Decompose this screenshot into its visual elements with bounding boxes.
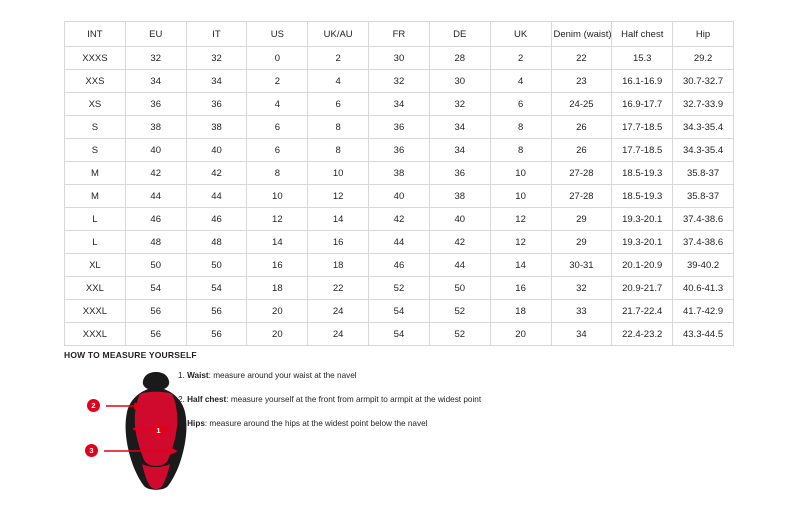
marker-1: 1 xyxy=(152,424,165,437)
table-cell: 30 xyxy=(369,47,430,70)
column-header: IT xyxy=(186,22,247,47)
table-cell: 18 xyxy=(308,254,369,277)
table-cell: 18.5-19.3 xyxy=(612,185,673,208)
table-cell: 6 xyxy=(247,116,308,139)
table-cell: 46 xyxy=(186,208,247,231)
table-cell: 42 xyxy=(429,231,490,254)
table-cell: 56 xyxy=(125,323,186,346)
table-cell: 19.3-20.1 xyxy=(612,231,673,254)
table-cell: 52 xyxy=(369,277,430,300)
table-cell: 10 xyxy=(247,185,308,208)
table-cell: 21.7-22.4 xyxy=(612,300,673,323)
table-cell: 4 xyxy=(490,70,551,93)
table-cell: 36 xyxy=(429,162,490,185)
table-cell: 36 xyxy=(369,139,430,162)
table-cell: 10 xyxy=(490,185,551,208)
table-row xyxy=(65,231,734,254)
table-cell: 32 xyxy=(429,93,490,116)
table-cell: 43.3-44.5 xyxy=(673,323,734,346)
column-header: INT xyxy=(65,22,126,47)
table-cell: 6 xyxy=(247,139,308,162)
table-cell: 38 xyxy=(186,116,247,139)
table-cell: 56 xyxy=(186,300,247,323)
table-cell: 23 xyxy=(551,70,612,93)
table-cell: 12 xyxy=(490,231,551,254)
table-cell: 6 xyxy=(490,93,551,116)
table-body xyxy=(65,47,734,346)
table-cell: 44 xyxy=(125,185,186,208)
table-cell: 46 xyxy=(369,254,430,277)
table-cell: 42 xyxy=(125,162,186,185)
table-cell: 41.7-42.9 xyxy=(673,300,734,323)
table-cell: 34 xyxy=(186,70,247,93)
table-cell: 4 xyxy=(308,70,369,93)
table-cell: 20.1-20.9 xyxy=(612,254,673,277)
table-cell: 16 xyxy=(490,277,551,300)
size-table-container xyxy=(64,21,734,346)
size-label-cell: XXXL xyxy=(65,323,126,346)
table-row xyxy=(65,116,734,139)
table-row xyxy=(65,323,734,346)
table-row xyxy=(65,162,734,185)
table-cell: 28 xyxy=(429,47,490,70)
measure-step xyxy=(178,370,598,381)
size-label-cell: XXXS xyxy=(65,47,126,70)
table-row xyxy=(65,93,734,116)
table-cell: 52 xyxy=(429,300,490,323)
measure-steps-list xyxy=(178,370,598,442)
column-header: EU xyxy=(125,22,186,47)
table-cell: 56 xyxy=(186,323,247,346)
table-cell: 34.3-35.4 xyxy=(673,139,734,162)
table-cell: 36 xyxy=(125,93,186,116)
table-cell: 54 xyxy=(369,323,430,346)
size-label-cell: L xyxy=(65,208,126,231)
table-cell: 54 xyxy=(186,277,247,300)
column-header: US xyxy=(247,22,308,47)
column-header: Hip xyxy=(673,22,734,47)
table-cell: 2 xyxy=(490,47,551,70)
table-cell: 44 xyxy=(429,254,490,277)
table-cell: 0 xyxy=(247,47,308,70)
size-label-cell: XXL xyxy=(65,277,126,300)
size-label-cell: S xyxy=(65,139,126,162)
table-cell: 29.2 xyxy=(673,47,734,70)
table-cell: 36 xyxy=(186,93,247,116)
table-cell: 14 xyxy=(247,231,308,254)
table-cell: 48 xyxy=(186,231,247,254)
table-cell: 22.4-23.2 xyxy=(612,323,673,346)
table-cell: 37.4-38.6 xyxy=(673,208,734,231)
table-cell: 42 xyxy=(186,162,247,185)
table-cell: 52 xyxy=(429,323,490,346)
step-text: : measure around the hips at the widest point below the navel xyxy=(204,419,428,428)
step-number: 3. xyxy=(178,419,185,428)
table-cell: 24 xyxy=(308,323,369,346)
table-cell: 18 xyxy=(247,277,308,300)
measure-step xyxy=(178,418,598,429)
table-cell: 46 xyxy=(125,208,186,231)
column-header: DE xyxy=(429,22,490,47)
table-row xyxy=(65,300,734,323)
table-cell: 17.7-18.5 xyxy=(612,116,673,139)
table-cell: 50 xyxy=(186,254,247,277)
table-cell: 12 xyxy=(490,208,551,231)
step-text: : measure yourself at the front from armpit to armpit at the widest point xyxy=(226,395,482,404)
table-cell: 27-28 xyxy=(551,185,612,208)
table-cell: 50 xyxy=(429,277,490,300)
table-cell: 24-25 xyxy=(551,93,612,116)
table-cell: 54 xyxy=(125,277,186,300)
table-cell: 20 xyxy=(490,323,551,346)
step-term: Hips xyxy=(187,419,205,428)
table-cell: 36 xyxy=(369,116,430,139)
step-number: 2. xyxy=(178,395,185,404)
column-header: UK/AU xyxy=(308,22,369,47)
size-label-cell: XL xyxy=(65,254,126,277)
table-cell: 16 xyxy=(308,231,369,254)
table-cell: 20 xyxy=(247,323,308,346)
table-cell: 8 xyxy=(308,116,369,139)
table-cell: 29 xyxy=(551,208,612,231)
table-cell: 38 xyxy=(125,116,186,139)
table-row xyxy=(65,208,734,231)
size-label-cell: M xyxy=(65,185,126,208)
measure-step xyxy=(178,394,598,405)
table-cell: 34 xyxy=(429,116,490,139)
size-label-cell: XS xyxy=(65,93,126,116)
table-cell: 20.9-21.7 xyxy=(612,277,673,300)
table-cell: 27-28 xyxy=(551,162,612,185)
step-text: : measure around your waist at the navel xyxy=(208,371,357,380)
table-cell: 30-31 xyxy=(551,254,612,277)
table-cell: 37.4-38.6 xyxy=(673,231,734,254)
table-row xyxy=(65,47,734,70)
column-header: FR xyxy=(369,22,430,47)
table-row xyxy=(65,139,734,162)
table-cell: 48 xyxy=(125,231,186,254)
table-cell: 32 xyxy=(125,47,186,70)
table-cell: 2 xyxy=(308,47,369,70)
table-cell: 56 xyxy=(125,300,186,323)
table-cell: 30 xyxy=(429,70,490,93)
table-cell: 38 xyxy=(369,162,430,185)
table-cell: 18.5-19.3 xyxy=(612,162,673,185)
size-label-cell: XXS xyxy=(65,70,126,93)
table-cell: 34.3-35.4 xyxy=(673,116,734,139)
table-cell: 10 xyxy=(308,162,369,185)
table-cell: 40 xyxy=(125,139,186,162)
table-cell: 22 xyxy=(551,47,612,70)
table-cell: 38 xyxy=(429,185,490,208)
table-cell: 16.1-16.9 xyxy=(612,70,673,93)
table-cell: 34 xyxy=(125,70,186,93)
table-cell: 20 xyxy=(247,300,308,323)
table-cell: 24 xyxy=(308,300,369,323)
table-cell: 42 xyxy=(369,208,430,231)
table-cell: 10 xyxy=(490,162,551,185)
table-cell: 14 xyxy=(490,254,551,277)
step-term: Waist xyxy=(187,371,209,380)
table-row xyxy=(65,254,734,277)
table-cell: 22 xyxy=(308,277,369,300)
table-cell: 40.6-41.3 xyxy=(673,277,734,300)
table-cell: 54 xyxy=(369,300,430,323)
table-cell: 16.9-17.7 xyxy=(612,93,673,116)
table-cell: 16 xyxy=(247,254,308,277)
table-cell: 12 xyxy=(247,208,308,231)
size-conversion-table xyxy=(64,21,734,346)
table-cell: 8 xyxy=(308,139,369,162)
table-cell: 44 xyxy=(186,185,247,208)
table-cell: 34 xyxy=(551,323,612,346)
table-cell: 32 xyxy=(186,47,247,70)
marker-2: 2 xyxy=(87,399,100,412)
how-to-measure-title: HOW TO MEASURE YOURSELF xyxy=(64,350,197,360)
table-cell: 15.3 xyxy=(612,47,673,70)
table-cell: 39-40.2 xyxy=(673,254,734,277)
column-header: Denim (waist) xyxy=(551,22,612,47)
size-label-cell: XXXL xyxy=(65,300,126,323)
table-cell: 26 xyxy=(551,116,612,139)
table-cell: 8 xyxy=(247,162,308,185)
size-label-cell: S xyxy=(65,116,126,139)
table-cell: 34 xyxy=(429,139,490,162)
table-cell: 33 xyxy=(551,300,612,323)
column-header: Half chest xyxy=(612,22,673,47)
table-cell: 30.7-32.7 xyxy=(673,70,734,93)
table-cell: 40 xyxy=(429,208,490,231)
table-cell: 32 xyxy=(369,70,430,93)
table-cell: 17.7-18.5 xyxy=(612,139,673,162)
size-label-cell: L xyxy=(65,231,126,254)
table-cell: 40 xyxy=(369,185,430,208)
table-cell: 8 xyxy=(490,116,551,139)
step-number: 1. xyxy=(178,371,185,380)
table-cell: 32 xyxy=(551,277,612,300)
table-cell: 35.8-37 xyxy=(673,185,734,208)
size-label-cell: M xyxy=(65,162,126,185)
table-header-row xyxy=(65,22,734,47)
table-cell: 26 xyxy=(551,139,612,162)
table-cell: 44 xyxy=(369,231,430,254)
marker-3: 3 xyxy=(85,444,98,457)
table-cell: 2 xyxy=(247,70,308,93)
table-cell: 19.3-20.1 xyxy=(612,208,673,231)
table-cell: 40 xyxy=(186,139,247,162)
column-header: UK xyxy=(490,22,551,47)
table-cell: 34 xyxy=(369,93,430,116)
table-cell: 50 xyxy=(125,254,186,277)
table-header xyxy=(65,22,734,47)
table-cell: 4 xyxy=(247,93,308,116)
table-cell: 12 xyxy=(308,185,369,208)
table-cell: 35.8-37 xyxy=(673,162,734,185)
table-cell: 29 xyxy=(551,231,612,254)
table-row xyxy=(65,185,734,208)
table-cell: 18 xyxy=(490,300,551,323)
table-cell: 6 xyxy=(308,93,369,116)
table-row xyxy=(65,277,734,300)
step-term: Half chest xyxy=(187,395,227,404)
table-row xyxy=(65,70,734,93)
table-cell: 32.7-33.9 xyxy=(673,93,734,116)
table-cell: 14 xyxy=(308,208,369,231)
table-cell: 8 xyxy=(490,139,551,162)
